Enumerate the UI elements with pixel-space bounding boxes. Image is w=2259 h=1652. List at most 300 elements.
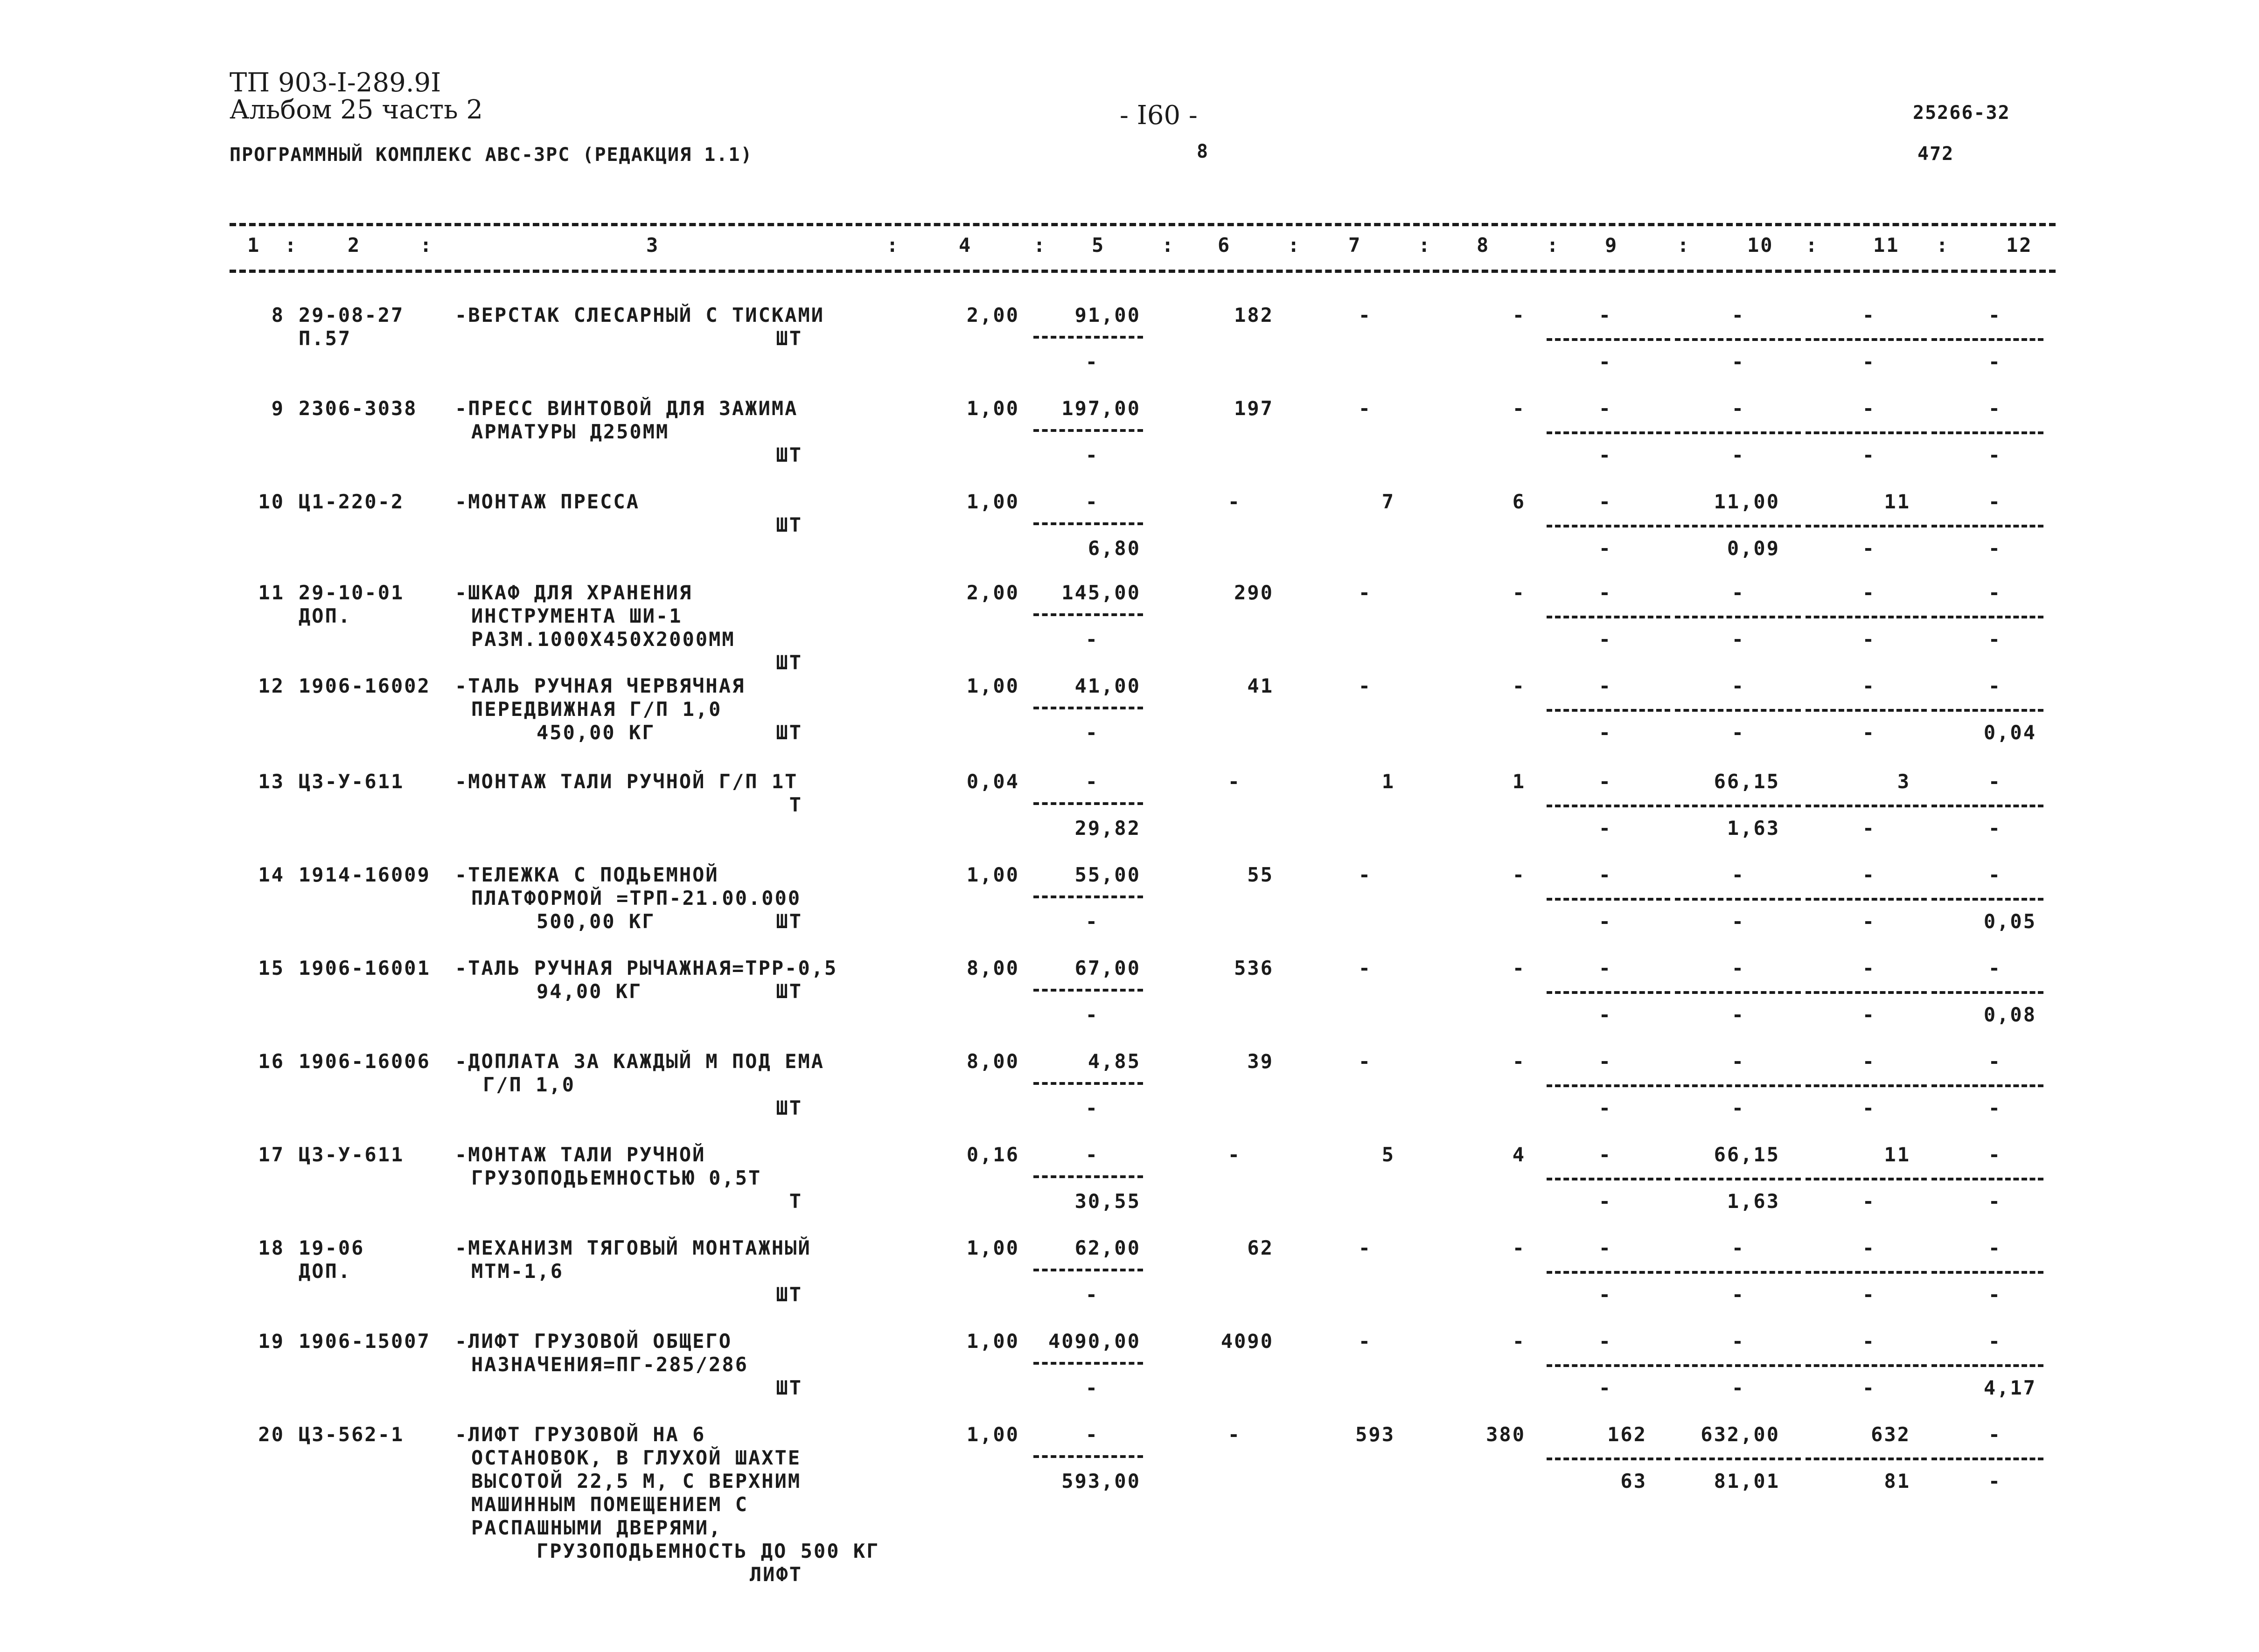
row-number: 13 (258, 770, 285, 793)
cell-col10-bottom: 81,01 (1714, 1470, 1780, 1492)
row-quantity: 2,00 (966, 581, 1019, 604)
row-description: -ЛИФТ ГРУЗОВОЙ ОБЩЕГО (455, 1330, 732, 1353)
cell-col10-bottom: - (1731, 1003, 1745, 1026)
row-quantity: 2,00 (966, 304, 1019, 326)
cell-col11-bottom: - (1862, 817, 1876, 840)
cell-col11-top: 11 (1884, 1143, 1910, 1166)
cell-col10-top: 66,15 (1714, 770, 1780, 793)
cell-col7: - (1358, 957, 1372, 979)
cell-price-top: 62,00 (1074, 1236, 1141, 1259)
row-code: 29-10-01 (299, 581, 404, 604)
row-unit: ШТ (776, 514, 802, 536)
row-unit: ШТ (776, 327, 802, 350)
cell-col11-bottom: - (1862, 1190, 1876, 1213)
cell-total: 4090 (1220, 1330, 1274, 1353)
row-description: -МОНТАЖ ПРЕССА (455, 490, 640, 513)
cell-total: - (1227, 1143, 1241, 1166)
cell-price-bottom: - (1085, 1003, 1099, 1026)
row-description: ОСТАНОВОК, В ГЛУХОЙ ШАХТЕ (471, 1446, 802, 1469)
cell-col10-top: 11,00 (1714, 490, 1780, 513)
cell-col11-bottom: - (1862, 444, 1876, 466)
cell-col9-bottom: - (1598, 1283, 1612, 1306)
cell-divider (1806, 616, 1927, 618)
column-header-3: 3 (646, 234, 660, 257)
cell-col10-bottom: 1,63 (1727, 817, 1780, 840)
cell-col7: - (1358, 304, 1372, 326)
cell-price-bottom: 29,82 (1074, 817, 1141, 840)
cell-price-bottom: - (1085, 721, 1099, 744)
column-header-10: 10 (1747, 234, 1774, 257)
row-number: 16 (258, 1050, 285, 1073)
row-unit: ШТ (776, 910, 802, 933)
cell-col12-bottom: - (1988, 628, 2001, 651)
cell-divider (1033, 1455, 1143, 1458)
cell-col11-top: 632 (1871, 1423, 1910, 1446)
cell-col12-bottom: 0,04 (1983, 721, 2036, 744)
cell-price-top: 197,00 (1061, 397, 1141, 420)
column-header-8: 8 (1477, 234, 1490, 257)
cell-divider (1033, 336, 1143, 339)
cell-col11-top: - (1862, 863, 1876, 886)
cell-divider (1931, 1178, 2043, 1180)
cell-divider (1931, 1458, 2043, 1460)
cell-divider (1806, 898, 1927, 901)
cell-total: - (1227, 1423, 1241, 1446)
cell-col7: - (1358, 1330, 1372, 1353)
cell-col9-top: - (1598, 1236, 1612, 1259)
page-sub-number: 8 (1197, 141, 1209, 162)
cell-divider (1033, 1175, 1143, 1178)
cell-divider (1675, 525, 1801, 528)
cell-col9-top: - (1598, 863, 1612, 886)
cell-col12-top: - (1988, 770, 2001, 793)
cell-divider (1033, 613, 1143, 616)
cell-divider (1547, 898, 1670, 901)
cell-divider (1547, 1271, 1670, 1274)
row-number: 19 (258, 1330, 285, 1353)
cell-price-bottom: - (1085, 910, 1099, 933)
cell-divider (1806, 805, 1927, 807)
cell-col11-bottom: - (1862, 1283, 1876, 1306)
cell-col9-top: - (1598, 770, 1612, 793)
cell-col7: - (1358, 1050, 1372, 1073)
column-header-7: 7 (1348, 234, 1362, 257)
cell-divider (1931, 338, 2043, 341)
cell-col9-bottom: - (1598, 721, 1612, 744)
cell-total: 197 (1234, 397, 1274, 420)
cell-price-bottom: 593,00 (1061, 1470, 1141, 1492)
row-quantity: 1,00 (966, 674, 1019, 697)
cell-total: 182 (1234, 304, 1274, 326)
cell-col10-top: - (1731, 957, 1745, 979)
column-header-11: 11 (1873, 234, 1900, 257)
row-code: 1906-16001 (299, 957, 431, 979)
cell-divider (1547, 616, 1670, 618)
row-quantity: 1,00 (966, 863, 1019, 886)
column-header-4: 4 (959, 234, 972, 257)
row-number: 12 (258, 674, 285, 697)
row-code: 1906-15007 (299, 1330, 431, 1353)
cell-col11-bottom: - (1862, 910, 1876, 933)
cell-col9-top: - (1598, 581, 1612, 604)
cell-price-bottom: - (1085, 444, 1099, 466)
column-separator: : (1288, 234, 1301, 257)
row-description: ГРУЗОПОДЬЕМНОСТЬЮ 0,5Т (471, 1166, 762, 1189)
row-quantity: 0,16 (966, 1143, 1019, 1166)
cell-col9-top: - (1598, 674, 1612, 697)
cell-col7: - (1358, 1236, 1372, 1259)
cell-divider (1675, 898, 1801, 901)
row-quantity: 0,04 (966, 770, 1019, 793)
cell-price-top: 41,00 (1074, 674, 1141, 697)
row-quantity: 1,00 (966, 1330, 1019, 1353)
cell-col10-bottom: - (1731, 721, 1745, 744)
cell-price-bottom: - (1085, 1376, 1099, 1399)
cell-divider (1806, 525, 1927, 528)
row-number: 8 (271, 304, 285, 326)
cell-col9-top: - (1598, 957, 1612, 979)
cell-col10-bottom: 1,63 (1727, 1190, 1780, 1213)
cell-col11-bottom: - (1862, 721, 1876, 744)
row-number: 14 (258, 863, 285, 886)
row-description: -ДОПЛАТА ЗА КАЖДЫЙ М ПОД ЕМА (455, 1050, 825, 1073)
row-code: 1906-16006 (299, 1050, 431, 1073)
cell-price-top: - (1085, 770, 1099, 793)
column-separator: : (1547, 234, 1560, 257)
column-separator: : (1418, 234, 1432, 257)
cell-total: 62 (1247, 1236, 1274, 1259)
row-description: -ВЕРСТАК СЛЕСАРНЫЙ С ТИСКАМИ (455, 304, 825, 326)
cell-divider (1033, 1082, 1143, 1085)
cell-col9-bottom: 63 (1620, 1470, 1647, 1492)
cell-col9-bottom: - (1598, 444, 1612, 466)
row-description: РАЗМ.1000Х450Х2000ММ (471, 628, 735, 651)
cell-price-top: 145,00 (1061, 581, 1141, 604)
cell-divider (1675, 1271, 1801, 1274)
row-number: 9 (271, 397, 285, 420)
cell-divider (1547, 525, 1670, 528)
column-separator: : (420, 234, 433, 257)
row-unit: Т (789, 793, 802, 816)
row-description: -ЛИФТ ГРУЗОВОЙ НА 6 (455, 1423, 706, 1446)
cell-col11-bottom: - (1862, 1003, 1876, 1026)
cell-col12-top: - (1988, 1236, 2001, 1259)
cell-col10-bottom: - (1731, 1283, 1745, 1306)
row-description: -МОНТАЖ ТАЛИ РУЧНОЙ Г/П 1Т (455, 770, 798, 793)
cell-col9-top: 162 (1607, 1423, 1647, 1446)
cell-price-bottom: - (1085, 628, 1099, 651)
cell-col11-top: - (1862, 304, 1876, 326)
cell-total: - (1227, 770, 1241, 793)
cell-divider (1033, 895, 1143, 898)
row-description: 94,00 КГ (537, 980, 642, 1003)
row-description: -ТАЛЬ РУЧНАЯ РЫЧАЖНАЯ=ТРР-0,5 (455, 957, 838, 979)
column-separator: : (1033, 234, 1047, 257)
row-quantity: 1,00 (966, 397, 1019, 420)
row-description: НАЗНАЧЕНИЯ=ПГ-285/286 (471, 1353, 749, 1376)
cell-divider (1033, 1362, 1143, 1365)
cell-col10-bottom: - (1731, 1097, 1745, 1119)
cell-divider (1547, 1364, 1670, 1367)
row-description: ПЛАТФОРМОЙ =ТРП-21.00.000 (471, 887, 802, 909)
row-unit: ШТ (776, 1283, 802, 1306)
cell-col9-top: - (1598, 1330, 1612, 1353)
cell-col12-top: - (1988, 1143, 2001, 1166)
column-header-12: 12 (2006, 234, 2033, 257)
cell-col9-top: - (1598, 397, 1612, 420)
row-description: МАШИННЫМ ПОМЕЩЕНИЕМ С (471, 1493, 749, 1516)
cell-col10-top: - (1731, 304, 1745, 326)
row-description: ГРУЗОПОДЬЕМНОСТЬ ДО 500 КГ (537, 1540, 880, 1562)
column-separator: : (1936, 234, 1950, 257)
cell-divider (1675, 1084, 1801, 1087)
cell-col8: - (1512, 304, 1526, 326)
cell-price-bottom: - (1085, 1097, 1099, 1119)
row-unit: ШТ (776, 721, 802, 744)
row-quantity: 1,00 (966, 490, 1019, 513)
cell-col8: - (1512, 1050, 1526, 1073)
cell-col12-bottom: 0,08 (1983, 1003, 2036, 1026)
row-code: Ц3-У-611 (299, 1143, 404, 1166)
cell-divider (1547, 338, 1670, 341)
cell-total: 55 (1247, 863, 1274, 886)
cell-col7: - (1358, 674, 1372, 697)
cell-divider (1033, 707, 1143, 709)
cell-divider (1931, 1271, 2043, 1274)
row-description: -ТАЛЬ РУЧНАЯ ЧЕРВЯЧНАЯ (455, 674, 746, 697)
cell-col10-top: - (1731, 1236, 1745, 1259)
cell-divider (1931, 991, 2043, 994)
cell-divider (1806, 1458, 1927, 1460)
cell-divider (1033, 989, 1143, 992)
row-description: Г/П 1,0 (483, 1073, 576, 1096)
page-sub-right: 472 (1917, 143, 1954, 165)
cell-divider (1547, 431, 1670, 434)
column-separator: : (886, 234, 900, 257)
cell-divider (1931, 1084, 2043, 1087)
cell-col11-top: 11 (1884, 490, 1910, 513)
row-code: 1914-16009 (299, 863, 431, 886)
row-description: -МЕХАНИЗМ ТЯГОВЫЙ МОНТАЖНЫЙ (455, 1236, 811, 1259)
cell-divider (1806, 1178, 1927, 1180)
row-description: МТМ-1,6 (471, 1260, 564, 1283)
column-header-6: 6 (1218, 234, 1231, 257)
cell-col10-top: - (1731, 581, 1745, 604)
row-unit: Т (789, 1190, 802, 1213)
cell-divider (1806, 1271, 1927, 1274)
cell-col12-bottom: - (1988, 537, 2001, 560)
cell-col7: - (1358, 863, 1372, 886)
cell-divider (1675, 1458, 1801, 1460)
row-number: 11 (258, 581, 285, 604)
cell-col11-bottom: 81 (1884, 1470, 1910, 1492)
cell-col11-bottom: - (1862, 537, 1876, 560)
row-unit: ШТ (776, 1376, 802, 1399)
cell-total: 536 (1234, 957, 1274, 979)
cell-divider (1675, 805, 1801, 807)
cell-total: - (1227, 490, 1241, 513)
cell-col8: 380 (1486, 1423, 1526, 1446)
cell-col8: - (1512, 1236, 1526, 1259)
cell-col10-bottom: - (1731, 628, 1745, 651)
cell-price-top: 67,00 (1074, 957, 1141, 979)
cell-divider (1033, 522, 1143, 525)
cell-col7: 593 (1355, 1423, 1395, 1446)
cell-col12-bottom: - (1988, 1283, 2001, 1306)
cell-col12-top: - (1988, 1050, 2001, 1073)
cell-col12-bottom: - (1988, 1470, 2001, 1492)
row-number: 20 (258, 1423, 285, 1446)
row-quantity: 1,00 (966, 1236, 1019, 1259)
column-header-2: 2 (348, 234, 361, 257)
cell-divider (1547, 805, 1670, 807)
row-code: П.57 (299, 327, 352, 350)
cell-divider (1033, 802, 1143, 805)
cell-divider (1931, 431, 2043, 434)
cell-col12-top: - (1988, 863, 2001, 886)
album-label: Альбом 25 часть 2 (230, 95, 483, 125)
cell-divider (1547, 991, 1670, 994)
cell-col11-bottom: - (1862, 350, 1876, 373)
row-code: Ц3-У-611 (299, 770, 404, 793)
row-code: 19-06 (299, 1236, 365, 1259)
cell-col11-bottom: - (1862, 1097, 1876, 1119)
cell-col12-top: - (1988, 397, 2001, 420)
row-description: РАСПАШНЫМИ ДВЕРЯМИ, (471, 1516, 722, 1539)
row-quantity: 1,00 (966, 1423, 1019, 1446)
cell-divider (1931, 525, 2043, 528)
row-number: 15 (258, 957, 285, 979)
column-separator: : (1162, 234, 1175, 257)
cell-col7: 5 (1381, 1143, 1395, 1166)
cell-divider (1675, 616, 1801, 618)
cell-col12-bottom: 0,05 (1983, 910, 2036, 933)
cell-col12-bottom: - (1988, 1097, 2001, 1119)
cell-col12-bottom: - (1988, 1190, 2001, 1213)
cell-col8: - (1512, 863, 1526, 886)
cell-col9-top: - (1598, 304, 1612, 326)
row-description: -ПРЕСС ВИНТОВОЙ ДЛЯ ЗАЖИМА (455, 397, 798, 420)
row-description: АРМАТУРЫ Д250ММ (471, 420, 669, 443)
sheet-code: 25266-32 (1913, 102, 2010, 124)
cell-col7: 7 (1381, 490, 1395, 513)
row-code: 1906-16002 (299, 674, 431, 697)
cell-divider (1931, 709, 2043, 712)
row-description: ВЫСОТОЙ 22,5 М, С ВЕРХНИМ (471, 1470, 802, 1492)
cell-col10-top: - (1731, 397, 1745, 420)
cell-divider (1547, 1178, 1670, 1180)
cell-col11-top: - (1862, 1330, 1876, 1353)
cell-col11-bottom: - (1862, 628, 1876, 651)
column-separator: : (1677, 234, 1691, 257)
cell-divider (1806, 1364, 1927, 1367)
cell-col10-bottom: - (1731, 1376, 1745, 1399)
page-number: - I60 - (1120, 100, 1198, 131)
cell-divider (1033, 429, 1143, 432)
row-unit: ШТ (776, 1097, 802, 1119)
cell-col9-top: - (1598, 1143, 1612, 1166)
cell-total: 290 (1234, 581, 1274, 604)
cell-col9-bottom: - (1598, 1003, 1612, 1026)
cell-divider (1931, 616, 2043, 618)
cell-price-bottom: 30,55 (1074, 1190, 1141, 1213)
cell-total: 41 (1247, 674, 1274, 697)
cell-price-top: 91,00 (1074, 304, 1141, 326)
row-description: 450,00 КГ (537, 721, 655, 744)
cell-divider (1547, 1458, 1670, 1460)
cell-price-top: - (1085, 1423, 1099, 1446)
cell-col12-bottom: 4,17 (1983, 1376, 2036, 1399)
cell-col12-top: - (1988, 674, 2001, 697)
cell-divider (1675, 709, 1801, 712)
cell-col9-bottom: - (1598, 537, 1612, 560)
row-code: 2306-3038 (299, 397, 418, 420)
cell-divider (1033, 1269, 1143, 1271)
cell-col10-top: - (1731, 863, 1745, 886)
cell-col12-top: - (1988, 1423, 2001, 1446)
cell-col9-top: - (1598, 1050, 1612, 1073)
cell-col8: - (1512, 957, 1526, 979)
column-header-1: 1 (247, 234, 261, 257)
row-description: -ТЕЛЕЖКА С ПОДЬЕМНОЙ (455, 863, 719, 886)
cell-col12-top: - (1988, 1330, 2001, 1353)
cell-col8: 4 (1512, 1143, 1526, 1166)
cell-col11-top: - (1862, 957, 1876, 979)
column-header-5: 5 (1092, 234, 1105, 257)
row-number: 17 (258, 1143, 285, 1166)
cell-price-top: 4090,00 (1048, 1330, 1141, 1353)
cell-divider (1806, 431, 1927, 434)
column-header-9: 9 (1605, 234, 1618, 257)
cell-col10-bottom: - (1731, 910, 1745, 933)
header-rule-top (230, 223, 2056, 226)
row-number: 10 (258, 490, 285, 513)
cell-col7: 1 (1381, 770, 1395, 793)
cell-col9-bottom: - (1598, 1190, 1612, 1213)
cell-col10-bottom: 0,09 (1727, 537, 1780, 560)
cell-divider (1806, 1084, 1927, 1087)
cell-price-top: 55,00 (1074, 863, 1141, 886)
row-description: ПЕРЕДВИЖНАЯ Г/П 1,0 (471, 698, 722, 721)
cell-divider (1675, 991, 1801, 994)
cell-divider (1931, 1364, 2043, 1367)
cell-col9-bottom: - (1598, 910, 1612, 933)
cell-price-top: - (1085, 490, 1099, 513)
cell-price-bottom: 6,80 (1088, 537, 1141, 560)
cell-col12-bottom: - (1988, 444, 2001, 466)
cell-col7: - (1358, 581, 1372, 604)
cell-divider (1931, 805, 2043, 807)
cell-col11-bottom: - (1862, 1376, 1876, 1399)
program-title: ПРОГРАММНЫЙ КОМПЛЕКС АВС-3РС (РЕДАКЦИЯ 1.1) (230, 144, 753, 166)
cell-col9-bottom: - (1598, 350, 1612, 373)
cell-col11-top: - (1862, 581, 1876, 604)
cell-col10-top: 66,15 (1714, 1143, 1780, 1166)
row-code: Ц3-562-1 (299, 1423, 404, 1446)
column-separator: : (1806, 234, 1819, 257)
cell-divider (1675, 338, 1801, 341)
row-description: ИНСТРУМЕНТА ШИ-1 (471, 604, 683, 627)
cell-divider (1806, 709, 1927, 712)
cell-col10-top: - (1731, 1330, 1745, 1353)
cell-col9-bottom: - (1598, 817, 1612, 840)
row-code: 29-08-27 (299, 304, 404, 326)
cell-col10-top: - (1731, 1050, 1745, 1073)
cell-col12-top: - (1988, 581, 2001, 604)
cell-divider (1806, 338, 1927, 341)
row-quantity: 8,00 (966, 1050, 1019, 1073)
cell-col11-top: - (1862, 397, 1876, 420)
